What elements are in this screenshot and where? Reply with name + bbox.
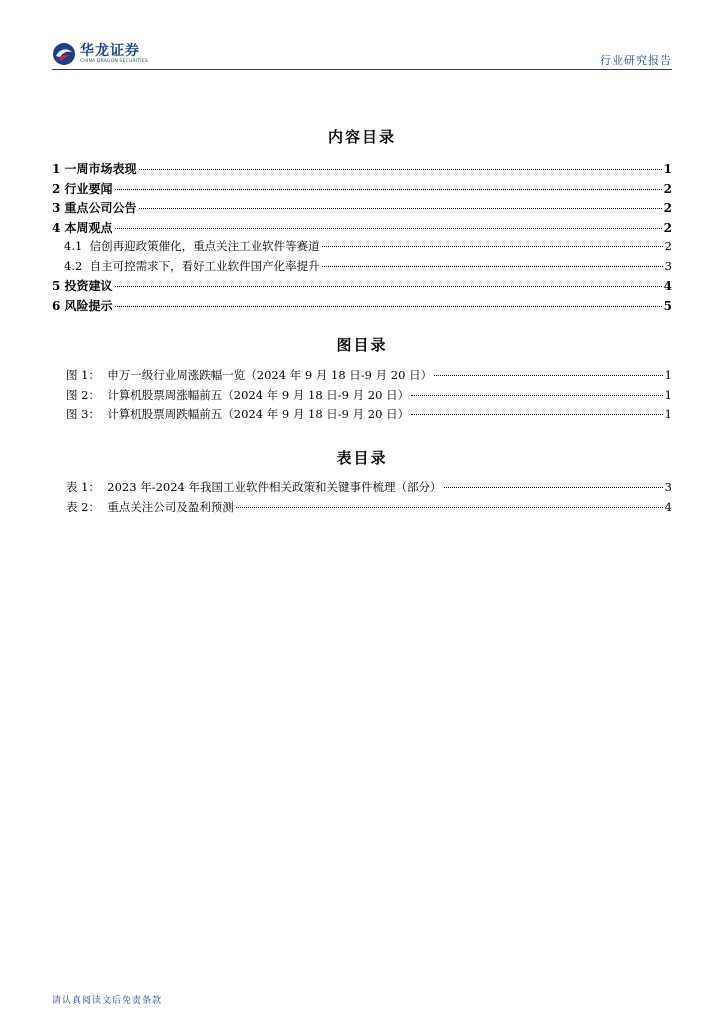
- toc-entry-label: 本周观点: [64, 220, 113, 235]
- toc-list: [52, 160, 672, 316]
- toc-entry-label: 风险提示: [64, 298, 113, 313]
- dot-leader: [322, 246, 663, 247]
- toc-entry-number: 4.2: [64, 258, 83, 273]
- toc-entry-label: 投资建议: [64, 279, 113, 293]
- figure-entry-page: 1: [664, 368, 672, 382]
- toc-entry[interactable]: [52, 219, 672, 239]
- toc-entry-number: 5: [52, 279, 61, 293]
- toc-entry-number: 1: [52, 162, 61, 176]
- table-entry-label: 重点关注公司及盈利预测: [107, 499, 234, 514]
- dot-leader: [115, 286, 662, 287]
- brand-name-en: CHINA DRAGON SECURITIES: [80, 59, 148, 64]
- table-entry-gap: [100, 500, 107, 514]
- table-entry-prefix: 表 1：: [66, 480, 100, 494]
- toc-entry-label: 一周市场表现: [64, 162, 137, 176]
- toc-entry-page: 2: [663, 201, 672, 215]
- toc-entry[interactable]: [52, 238, 672, 258]
- figure-entry[interactable]: [66, 387, 672, 407]
- toc-entry-page: 2: [663, 181, 672, 196]
- figure-entry-prefix: 图 1：: [66, 368, 100, 382]
- dragon-logo-icon: [52, 42, 76, 66]
- table-entry-gap: [100, 480, 107, 494]
- table-list: [66, 479, 672, 518]
- table-entry[interactable]: [66, 499, 672, 519]
- figure-list: [66, 367, 672, 426]
- brand-logo: [52, 42, 148, 66]
- toc-entry-gap: [82, 239, 89, 253]
- figure-entry[interactable]: [66, 367, 672, 387]
- header-divider: [52, 69, 672, 70]
- figure-entry-prefix: 图 3：: [66, 407, 100, 421]
- toc-entry-number: 4.1: [64, 239, 83, 253]
- toc-entry[interactable]: [52, 258, 672, 278]
- toc-entry-label: 行业要闻: [64, 181, 113, 196]
- toc-entry-label: 重点公司公告: [64, 201, 137, 215]
- toc-entry[interactable]: [52, 199, 672, 219]
- figure-list-title: 图目录: [336, 336, 388, 354]
- dot-leader: [411, 414, 663, 415]
- figure-entry-gap: [100, 388, 107, 402]
- figure-entry-gap: [100, 368, 107, 382]
- toc-entry-page: 2: [663, 220, 672, 235]
- toc-entry-number: 2: [52, 181, 61, 196]
- figure-entry-label: 申万一级行业周涨跌幅一览（2024 年 9 月 18 日-9 月 20 日）: [107, 368, 433, 382]
- toc-entry[interactable]: [52, 277, 672, 297]
- figure-entry-page: 1: [664, 407, 672, 421]
- dot-leader: [236, 507, 663, 508]
- figure-entry-label: 计算机股票周涨幅前五（2024 年 9 月 18 日-9 月 20 日）: [107, 387, 410, 402]
- report-type-label: 行业研究报告: [600, 54, 672, 67]
- toc-entry-page: 3: [664, 258, 672, 273]
- toc-entry[interactable]: [52, 160, 672, 180]
- figure-entry-label: 计算机股票周跌幅前五（2024 年 9 月 18 日-9 月 20 日）: [107, 407, 410, 421]
- disclaimer-note: 请认真阅读文后免责条款: [52, 996, 163, 1006]
- toc-entry[interactable]: [52, 180, 672, 200]
- toc-entry-number: 4: [52, 220, 61, 235]
- dot-leader: [434, 375, 663, 376]
- toc-entry-page: 4: [663, 279, 672, 293]
- figure-entry-gap: [100, 407, 107, 421]
- toc-entry-label: 信创再迎政策催化，重点关注工业软件等赛道: [89, 239, 320, 253]
- page-header: [52, 40, 672, 72]
- toc-entry-page: 2: [664, 239, 672, 253]
- dot-leader: [139, 169, 662, 170]
- table-entry-page: 4: [664, 499, 672, 514]
- toc-entry-number: 3: [52, 201, 61, 215]
- dot-leader: [411, 395, 663, 396]
- figure-entry[interactable]: [66, 406, 672, 426]
- dot-leader: [115, 228, 662, 229]
- toc-entry-page: 5: [663, 298, 672, 313]
- table-entry-label: 2023 年-2024 年我国工业软件相关政策和关键事件梳理（部分）: [107, 480, 442, 494]
- toc-entry-gap: [82, 259, 89, 273]
- dot-leader: [115, 189, 662, 190]
- toc-title: 内容目录: [327, 128, 396, 146]
- dot-leader: [322, 266, 663, 267]
- dot-leader: [139, 208, 662, 209]
- toc-entry-label: 自主可控需求下，看好工业软件国产化率提升: [89, 258, 320, 273]
- dot-leader: [444, 487, 663, 488]
- figure-entry-prefix: 图 2：: [66, 387, 100, 402]
- table-entry-page: 3: [664, 480, 672, 494]
- toc-entry-number: 6: [52, 298, 61, 313]
- toc-entry[interactable]: [52, 297, 672, 317]
- table-entry[interactable]: [66, 479, 672, 499]
- brand-name-cn: 华龙证券: [80, 43, 140, 59]
- toc-entry-page: 1: [663, 162, 672, 176]
- figure-entry-page: 1: [664, 387, 672, 402]
- dot-leader: [115, 306, 662, 307]
- table-entry-prefix: 表 2：: [66, 499, 100, 514]
- table-list-title: 表目录: [336, 449, 388, 467]
